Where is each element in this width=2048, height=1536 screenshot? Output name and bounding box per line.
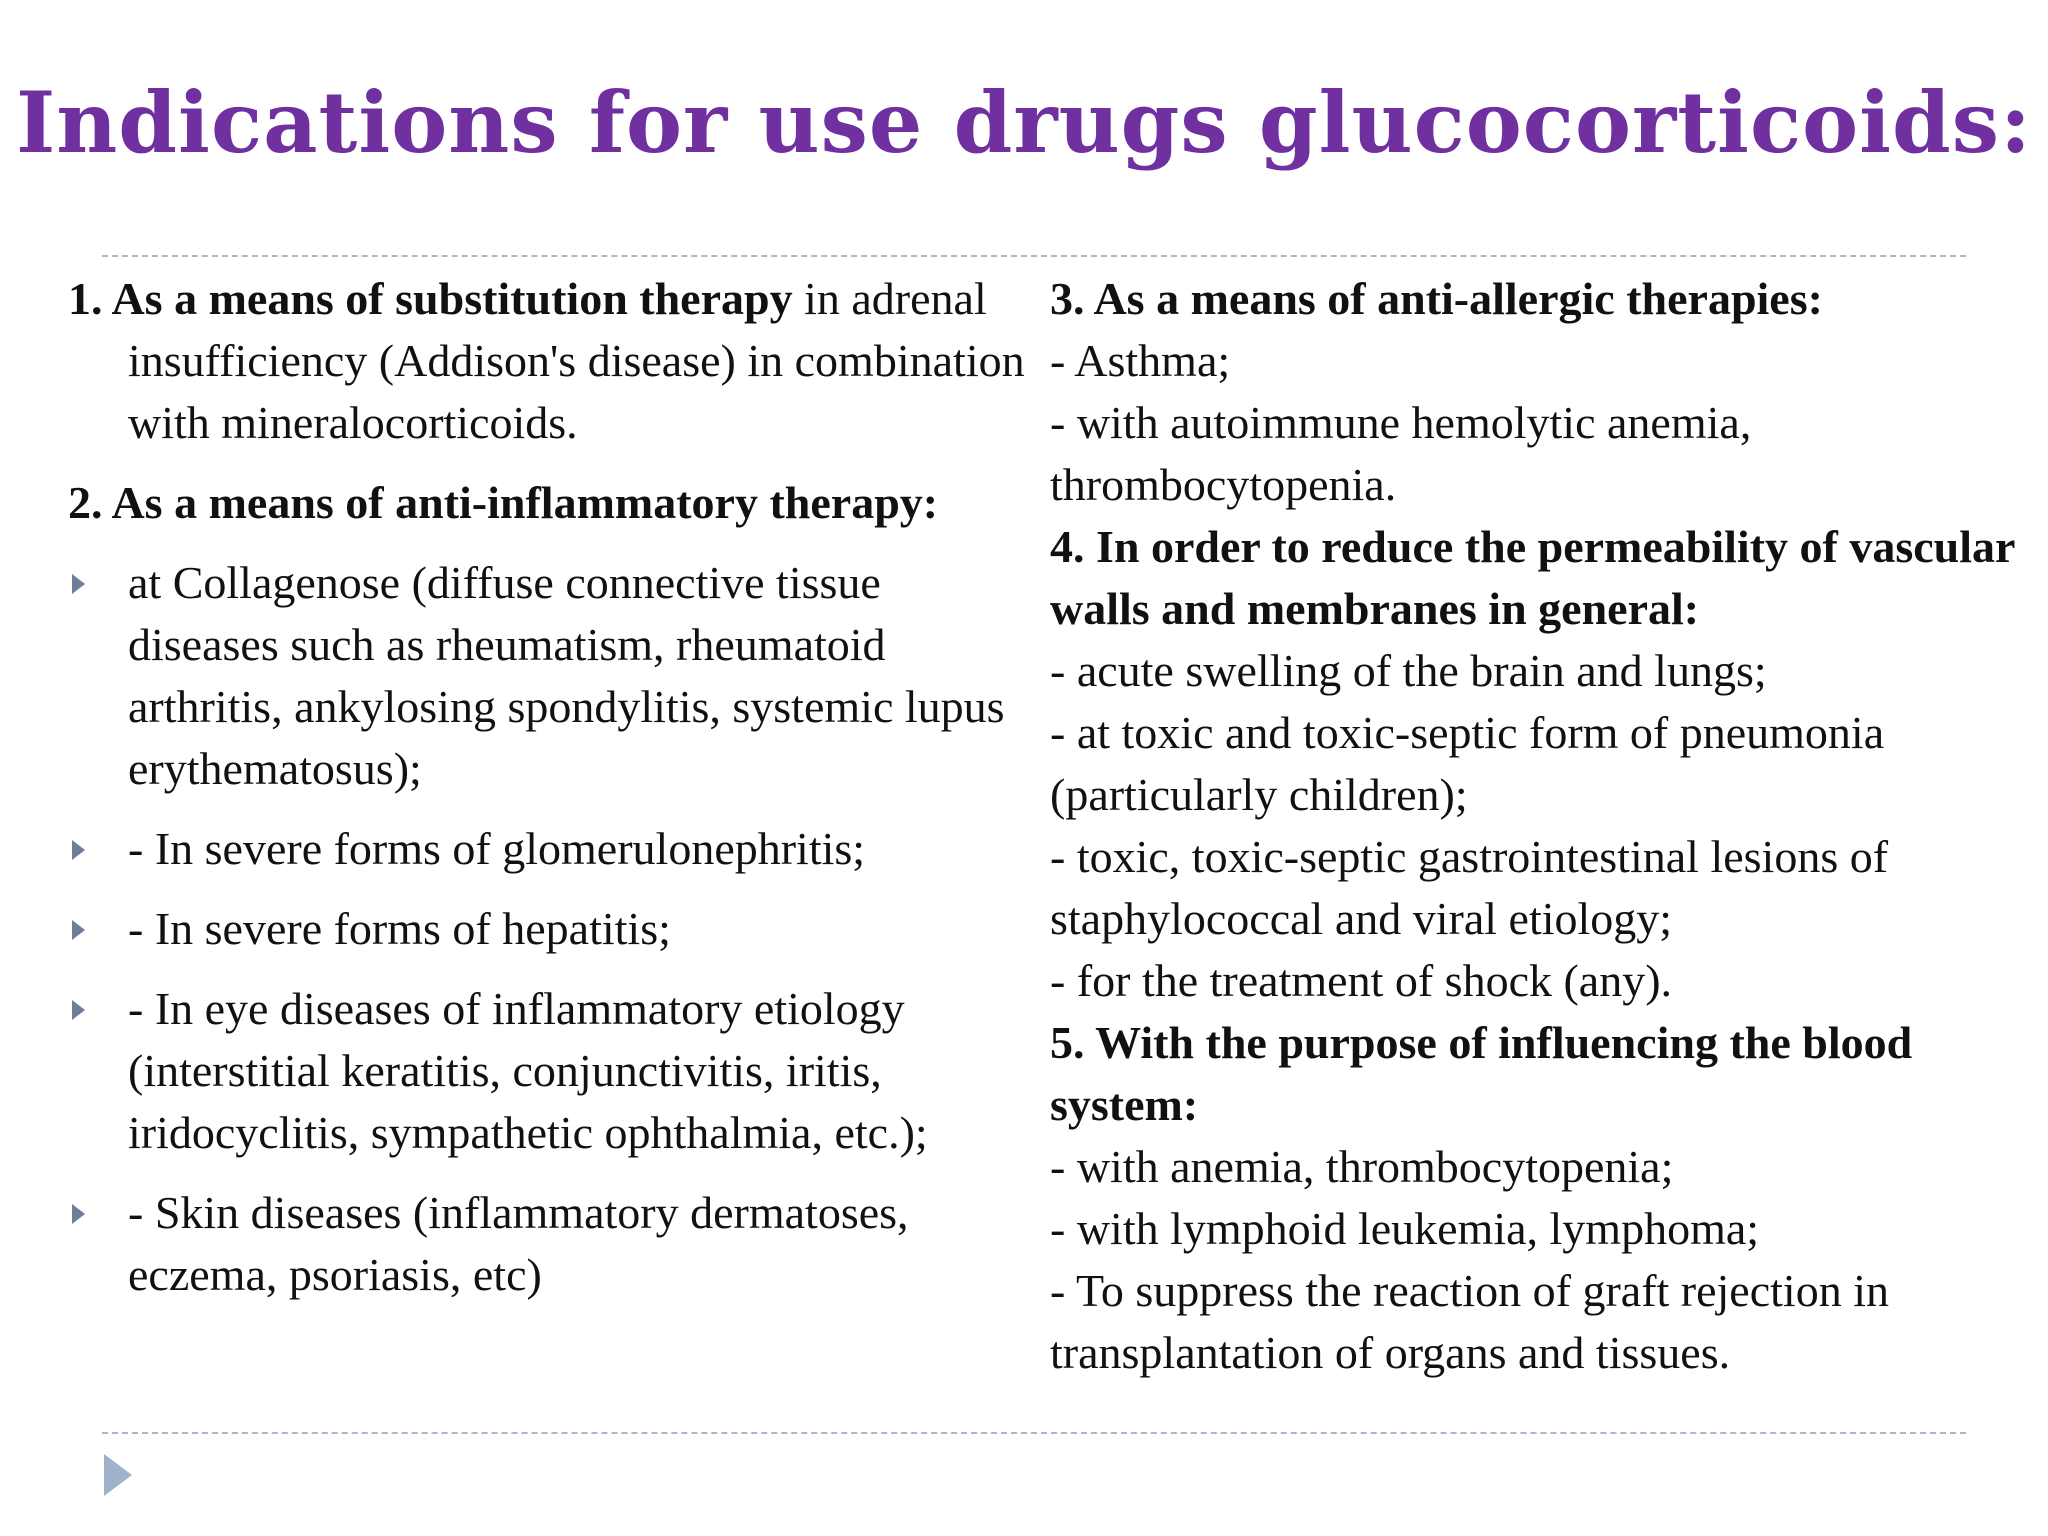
slide-title: Indications for use drugs glucocorticoids:: [15, 73, 2033, 172]
bullet-item: [68, 898, 1033, 960]
item-5-line: - with anemia, thrombocytopenia;: [1050, 1141, 1674, 1192]
bullet-text: - In severe forms of glomerulonephritis;: [128, 823, 866, 874]
bullet-text: at Collagenose (diffuse connective tissue diseases such as rheumatism, rheumatoid arthritis, ankylosing spondylitis, systemic lupus erythematosus);: [128, 557, 1005, 794]
triangle-bullet-icon: [72, 840, 85, 860]
next-slide-arrow-icon[interactable]: [104, 1454, 132, 1496]
item-1-heading: 1. As a means of substitution therapy: [68, 273, 793, 324]
bullet-item: [68, 552, 1033, 800]
item-3-line: - with autoimmune hemolytic anemia, thrombocytopenia.: [1050, 397, 1752, 510]
bottom-divider: [102, 1432, 1966, 1434]
item-4-line: - at toxic and toxic-septic form of pneumonia (particularly children);: [1050, 707, 1885, 820]
item-4-line: - acute swelling of the brain and lungs;: [1050, 645, 1767, 696]
item-5-line: - To suppress the reaction of graft rejection in transplantation of organs and tissues.: [1050, 1265, 1889, 1378]
bullet-item: [68, 818, 1033, 880]
bullet-item: [68, 1182, 1033, 1306]
item-5-heading: 5. With the purpose of influencing the blood system:: [1050, 1017, 1913, 1130]
triangle-bullet-icon: [72, 1204, 85, 1224]
triangle-bullet-icon: [72, 1000, 85, 1020]
item-1-substitution-therapy: [68, 268, 1033, 454]
item-2-heading: 2. As a means of anti-inflammatory therapy:: [68, 477, 939, 528]
item-5-line: - with lymphoid leukemia, lymphoma;: [1050, 1203, 1760, 1254]
right-column: [1050, 268, 2035, 1384]
item-3-line: - Asthma;: [1050, 335, 1231, 386]
item-1-text: in adrenal insufficiency (Addison's disease) in combination with mineralocorticoids.: [128, 273, 1025, 448]
top-divider: [102, 255, 1966, 257]
triangle-bullet-icon: [72, 574, 85, 594]
bullet-item: [68, 978, 1033, 1164]
bullet-text: - Skin diseases (inflammatory dermatoses, eczema, psoriasis, etc): [128, 1187, 909, 1300]
item-3-heading: 3. As a means of anti-allergic therapies:: [1050, 273, 1823, 324]
bullet-text: - In severe forms of hepatitis;: [128, 903, 671, 954]
left-column: [68, 268, 1033, 1306]
item-4-line: - for the treatment of shock (any).: [1050, 955, 1673, 1006]
item-4-line: - toxic, toxic-septic gastrointestinal lesions of staphylococcal and viral etiology;: [1050, 831, 1889, 944]
triangle-bullet-icon: [72, 920, 85, 940]
bullet-text: - In eye diseases of inflammatory etiology (interstitial keratitis, conjunctivitis, iritis, iridocyclitis, sympathetic ophthalmia, etc.);: [128, 983, 928, 1158]
item-4-heading: 4. In order to reduce the permeability of vascular walls and membranes in general:: [1050, 521, 2015, 634]
